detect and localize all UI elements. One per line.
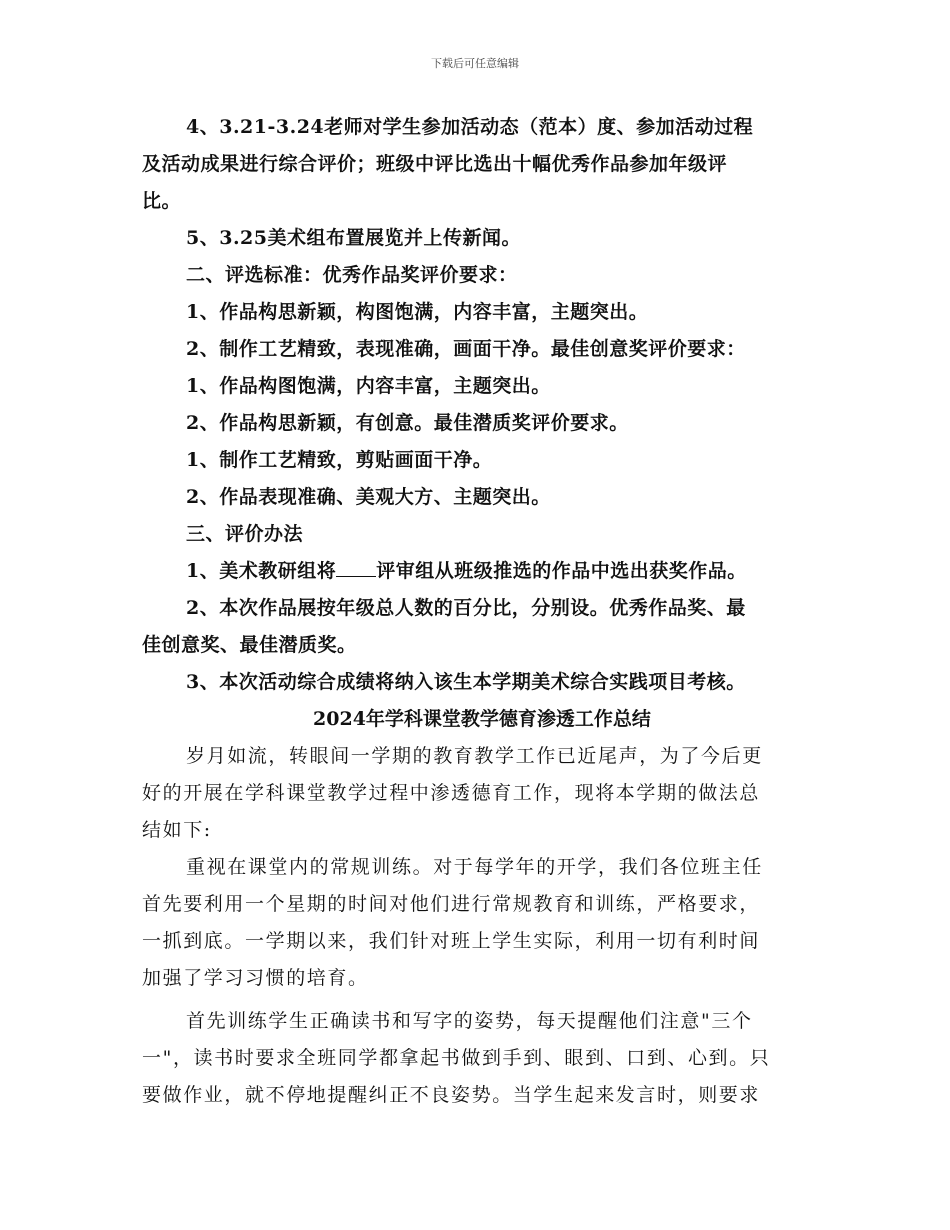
text-line-with-blank — [142, 553, 822, 590]
text-line: 1、制作工艺精致，剪贴画面干净。 — [186, 449, 493, 471]
text-line: 3、本次活动综合成绩将纳入该生本学期美术综合实践项目考核。 — [186, 671, 746, 693]
document-body-part1 — [142, 109, 822, 701]
text-before-blank: 1、美术教研组将 — [186, 560, 337, 582]
document-body-part2 — [142, 738, 822, 1114]
text-line: 1、作品构图饱满，内容丰富，主题突出。 — [186, 375, 551, 397]
text-line: 及活动成果进行综合评价；班级中评比选出十幅优秀作品参加年级评 — [142, 153, 728, 175]
text-line: 结如下: — [142, 819, 212, 841]
page-header: 下载后可任意编辑 — [431, 57, 519, 70]
text-line: 首先要利用一个星期的时间对他们进行常规教育和训练，严格要求， — [142, 893, 761, 915]
fill-in-blank — [336, 558, 376, 577]
text-line: 2、本次作品展按年级总人数的百分比，分别设。优秀作品奖、最 — [186, 597, 746, 619]
text-line: 佳创意奖、最佳潜质奖。 — [142, 634, 357, 656]
summary-title-block — [142, 701, 822, 738]
text-line: 重视在课堂内的常规训练。对于每学年的开学，我们各位班主任 — [186, 856, 763, 878]
text-line: 加强了学习习惯的培育。 — [142, 967, 369, 989]
text-line: 2、作品构思新颖，有创意。最佳潜质奖评价要求。 — [186, 412, 629, 434]
text-line: 一抓到底。一学期以来，我们针对班上学生实际，利用一切有利时间 — [142, 930, 761, 952]
text-line: 一"，读书时要求全班同学都拿起书做到手到、眼到、口到、心到。只 — [142, 1047, 771, 1069]
text-line: 比。 — [142, 190, 182, 212]
text-after-blank: 评审组从班级推选的作品中选出获奖作品。 — [376, 560, 747, 582]
text-line: 4、3.21-3.24老师对学生参加活动态（范本）度、参加活动过程 — [186, 116, 754, 138]
text-line: 2、制作工艺精致，表现准确，画面干净。最佳创意奖评价要求： — [186, 338, 746, 360]
section-heading: 二、评选标准：优秀作品奖评价要求： — [186, 264, 518, 286]
text-line: 1、作品构思新颖，构图饱满，内容丰富，主题突出。 — [186, 301, 649, 323]
text-line: 要做作业，就不停地提醒纠正不良姿势。当学生起来发言时，则要求 — [142, 1084, 761, 1106]
text-line: 5、3.25美术组布置展览并上传新闻。 — [186, 227, 521, 249]
text-line: 好的开展在学科课堂教学过程中渗透德育工作，现将本学期的做法总 — [142, 782, 761, 804]
text-line: 首先训练学生正确读书和写字的姿势，每天提醒他们注意"三个 — [186, 1010, 753, 1032]
document-title: 2024年学科课堂教学德育渗透工作总结 — [313, 708, 651, 730]
section-heading: 三、评价办法 — [186, 523, 304, 545]
text-line: 岁月如流，转眼间一学期的教育教学工作已近尾声，为了今后更 — [186, 745, 763, 767]
text-line: 2、作品表现准确、美观大方、主题突出。 — [186, 486, 551, 508]
